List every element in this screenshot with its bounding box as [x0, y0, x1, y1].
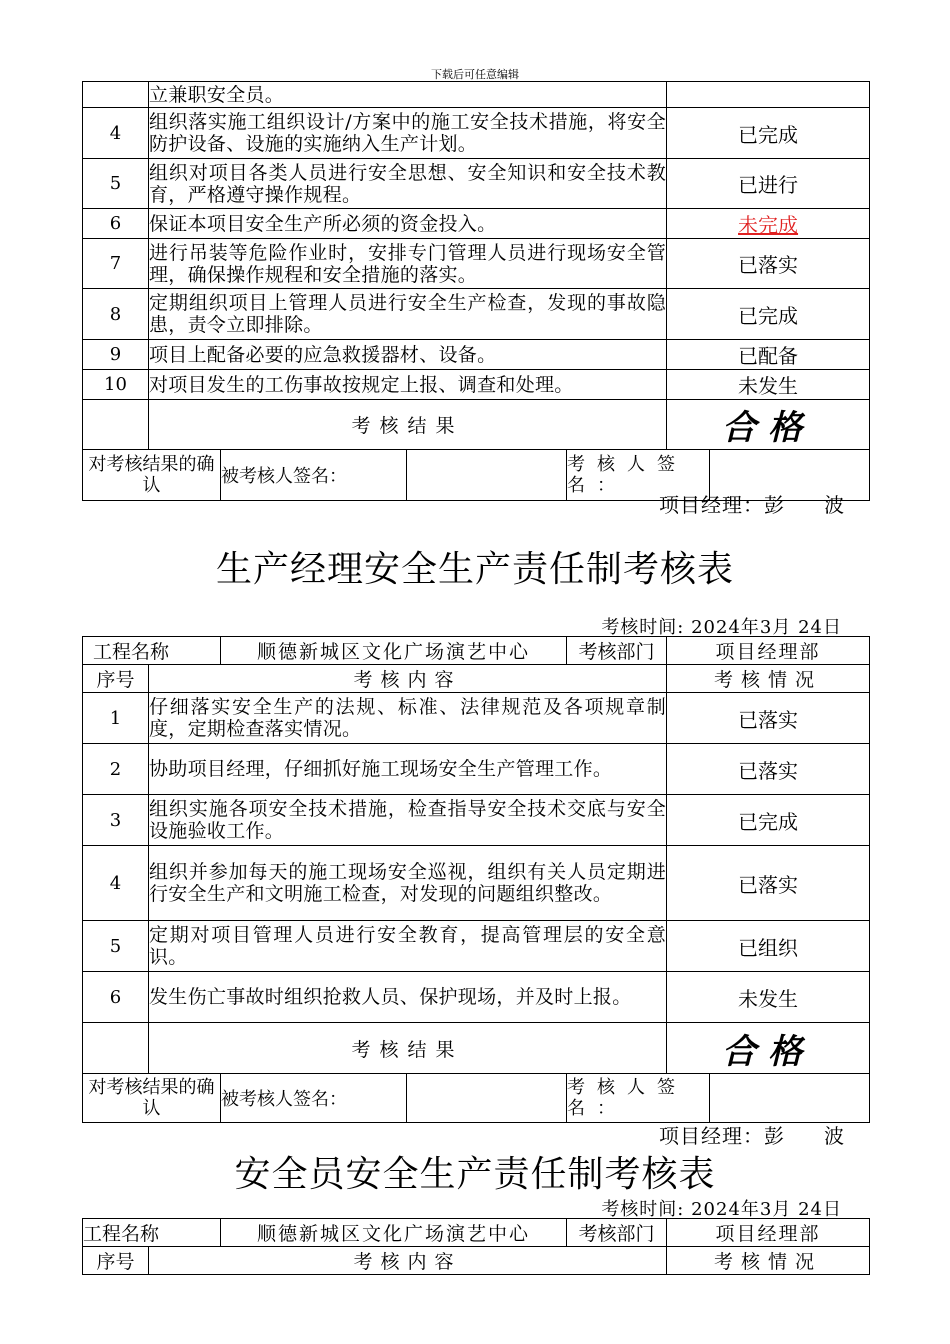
- project-manager-line: [659, 1120, 844, 1149]
- row-number: 2: [83, 744, 149, 795]
- result-row: [83, 400, 870, 450]
- row-status: 已完成: [667, 108, 870, 159]
- pm-label: 项目经理：: [659, 1124, 764, 1148]
- row-content: 组织落实施工组织设计/方案中的施工安全技术措施，将安全防护设备、设施的实施纳入生产计划。: [149, 108, 667, 159]
- page-header: 下载后可任意编辑: [431, 68, 519, 81]
- assessor-signature-label: 考核人签名：: [567, 1074, 710, 1123]
- confirm-label: 对考核结果的确认: [83, 1074, 221, 1123]
- safety-officer-assessment-table: [82, 1218, 870, 1275]
- table-row: [83, 82, 870, 108]
- row-number: 6: [83, 972, 149, 1023]
- row-content: 协助项目经理，仔细抓好施工现场安全生产管理工作。: [149, 744, 667, 795]
- row-number: 5: [83, 159, 149, 209]
- assessment-date: 考核时间: 2024年3月 24日: [601, 1199, 842, 1220]
- pm-label: 项目经理：: [659, 493, 764, 517]
- assessee-signature-field[interactable]: [407, 1074, 567, 1123]
- col-header-num: 序号: [83, 665, 149, 693]
- project-label: 工程名称: [83, 1219, 221, 1247]
- dept-label: 考核部门: [567, 637, 667, 665]
- table-row: [83, 693, 870, 744]
- table-row: [83, 108, 870, 159]
- table-row: [83, 972, 870, 1023]
- row-number: 6: [83, 209, 149, 239]
- table-row: [83, 846, 870, 921]
- project-label: 工程名称: [83, 637, 221, 665]
- continuation-text: 立兼职安全员。: [149, 82, 667, 108]
- table-row: [83, 921, 870, 972]
- assessee-signature-field[interactable]: [407, 450, 567, 501]
- row-content: 保证本项目安全生产所必须的资金投入。: [149, 209, 667, 239]
- row-content: 组织并参加每天的施工现场安全巡视，组织有关人员定期进行安全生产和文明施工检查，对发现的问题组织整改。: [149, 846, 667, 921]
- col-header-num: 序号: [83, 1247, 149, 1275]
- row-status: 已配备: [667, 340, 870, 370]
- assessee-signature-label: 被考核人签名：: [221, 450, 407, 501]
- row-content: 组织实施各项安全技术措施，检查指导安全技术交底与安全设施验收工作。: [149, 795, 667, 846]
- column-header-row: [83, 1247, 870, 1275]
- row-content: 组织对项目各类人员进行安全思想、安全知识和安全技术教育，严格遵守操作规程。: [149, 159, 667, 209]
- row-number: 8: [83, 289, 149, 340]
- pm-name: 彭 波: [764, 1124, 844, 1148]
- row-status: 已组织: [667, 921, 870, 972]
- project-name: 顺德新城区文化广场演艺中心: [221, 1219, 567, 1247]
- row-status: 未发生: [667, 972, 870, 1023]
- table-row: [83, 289, 870, 340]
- table-row: [83, 340, 870, 370]
- col-header-status: 考核情况: [667, 665, 870, 693]
- row-content: 仔细落实安全生产的法规、标准、法律规范及各项规章制度，定期检查落实情况。: [149, 693, 667, 744]
- result-row: [83, 1023, 870, 1074]
- row-number: 10: [83, 370, 149, 400]
- assessment-date: 考核时间: 2024年3月 24日: [601, 617, 842, 638]
- assessor-signature-label: 考核人签名：: [567, 450, 710, 501]
- row-status: 已完成: [667, 795, 870, 846]
- confirm-label: 对考核结果的确认: [83, 450, 221, 501]
- project-manager-line: [659, 489, 844, 518]
- table-row: [83, 239, 870, 289]
- row-status: 已落实: [667, 846, 870, 921]
- table-row: [83, 795, 870, 846]
- row-status: 已落实: [667, 744, 870, 795]
- production-manager-assessment-table: [82, 636, 870, 1123]
- row-number: 4: [83, 108, 149, 159]
- row-status-incomplete: 未完成: [667, 209, 870, 239]
- col-header-status: 考核情况: [667, 1247, 870, 1275]
- dept-name: 项目经理部: [667, 1219, 870, 1247]
- row-number: 4: [83, 846, 149, 921]
- assessee-signature-label: 被考核人签名：: [221, 1074, 407, 1123]
- project-info-row: [83, 637, 870, 665]
- result-label: 考核结果: [149, 1023, 667, 1074]
- result-value: 合格: [667, 1023, 870, 1074]
- section-title: 生产经理安全生产责任制考核表: [215, 549, 734, 590]
- table-row: [83, 370, 870, 400]
- result-value: 合格: [667, 400, 870, 450]
- manager-assessment-table-continued: [82, 81, 870, 501]
- section-title: 安全员安全生产责任制考核表: [234, 1154, 716, 1195]
- row-status: 已落实: [667, 239, 870, 289]
- dept-name: 项目经理部: [667, 637, 870, 665]
- row-content: 项目上配备必要的应急救援器材、设备。: [149, 340, 667, 370]
- row-number: 5: [83, 921, 149, 972]
- table-row: [83, 744, 870, 795]
- row-number: 9: [83, 340, 149, 370]
- col-header-content: 考核内容: [149, 1247, 667, 1275]
- project-name: 顺德新城区文化广场演艺中心: [221, 637, 567, 665]
- row-number: 3: [83, 795, 149, 846]
- table-row: [83, 209, 870, 239]
- row-status: 已进行: [667, 159, 870, 209]
- row-number: 7: [83, 239, 149, 289]
- row-status: 已完成: [667, 289, 870, 340]
- row-content: 定期对项目管理人员进行安全教育，提高管理层的安全意识。: [149, 921, 667, 972]
- row-content: 进行吊装等危险作业时，安排专门管理人员进行现场安全管理，确保操作规程和安全措施的落实。: [149, 239, 667, 289]
- row-number: 1: [83, 693, 149, 744]
- column-header-row: [83, 665, 870, 693]
- row-content: 定期组织项目上管理人员进行安全生产检查，发现的事故隐患，责令立即排除。: [149, 289, 667, 340]
- assessor-signature-field[interactable]: [710, 1074, 870, 1123]
- row-status: 已落实: [667, 693, 870, 744]
- table-row: [83, 159, 870, 209]
- result-label: 考核结果: [149, 400, 667, 450]
- row-status: 未发生: [667, 370, 870, 400]
- pm-name: 彭 波: [764, 493, 844, 517]
- dept-label: 考核部门: [567, 1219, 667, 1247]
- row-content: 发生伤亡事故时组织抢救人员、保护现场，并及时上报。: [149, 972, 667, 1023]
- col-header-content: 考核内容: [149, 665, 667, 693]
- project-info-row: [83, 1219, 870, 1247]
- confirmation-row: [83, 1074, 870, 1123]
- row-content: 对项目发生的工伤事故按规定上报、调查和处理。: [149, 370, 667, 400]
